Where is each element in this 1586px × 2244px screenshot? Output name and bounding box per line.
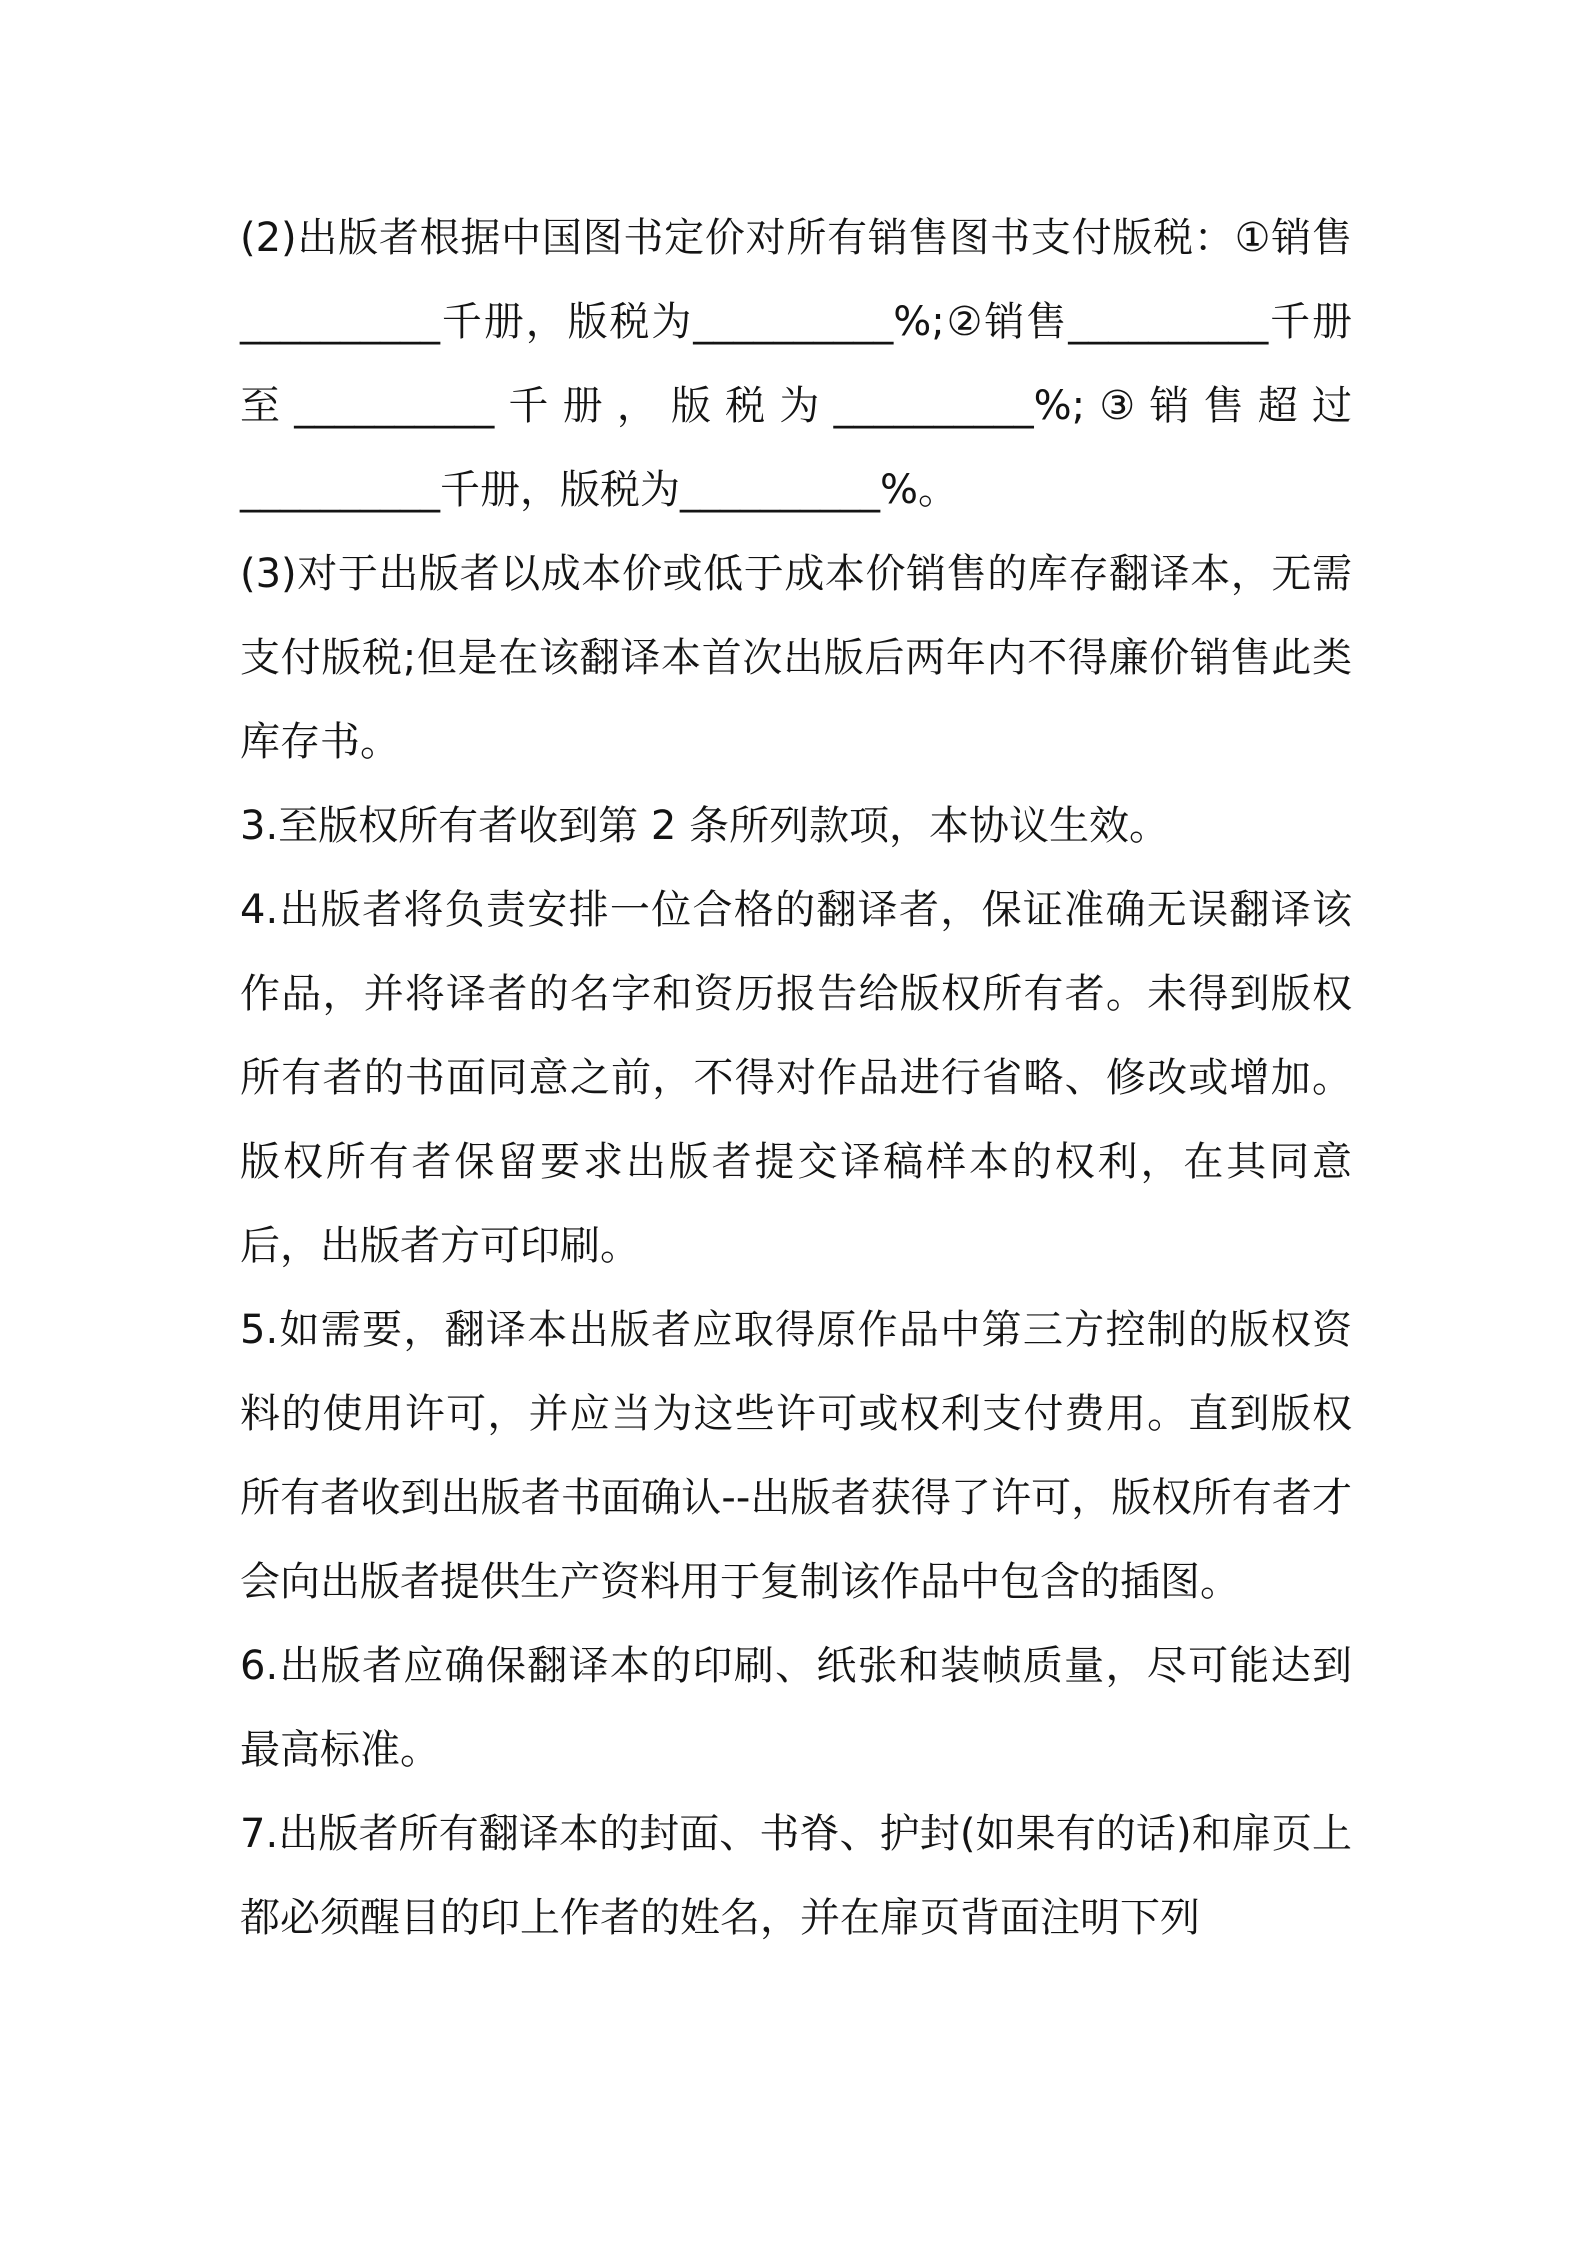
clause-7-author-credit: 7.出版者所有翻译本的封面、书脊、护封(如果有的话)和扉页上都必须醒目的印上作者的姓名，并在扉页背面注明下列 <box>240 1811 1352 1941</box>
clause-5-third-party-permissions: 5.如需要，翻译本出版者应取得原作品中第三方控制的版权资料的使用许可，并应当为这些许可或权利支付费用。直到版权所有者收到出版者书面确认--出版者获得了许可，版权所有者才会向出版者提供生产资料用于复制该作品中包含的插图。 <box>240 1307 1352 1605</box>
clause-4-translator: 4.出版者将负责安排一位合格的翻译者，保证准确无误翻译该作品，并将译者的名字和资历报告给版权所有者。未得到版权所有者的书面同意之前，不得对作品进行省略、修改或增加。版权所有者保留要求出版者提交译稿样本的权利，在其同意后，出版者方可印刷。 <box>240 887 1352 1269</box>
document-body <box>240 196 1352 1960</box>
clause-3-effective-date: 3.至版权所有者收到第 2 条所列款项，本协议生效。 <box>240 803 1170 849</box>
clause-2-2-royalty-rates: (2)出版者根据中国图书定价对所有销售图书支付版税：①销售__________千册，版税为__________%;②销售__________千册至__________千册，版税为__________%;③销售超过__________千册，版税为__________%。 <box>240 215 1352 513</box>
clause-2-3-remainder-stock: (3)对于出版者以成本价或低于成本价销售的库存翻译本，无需支付版税;但是在该翻译本首次出版后两年内不得廉价销售此类库存书。 <box>240 551 1352 765</box>
clause-6-print-quality: 6.出版者应确保翻译本的印刷、纸张和装帧质量，尽可能达到最高标准。 <box>240 1643 1352 1773</box>
